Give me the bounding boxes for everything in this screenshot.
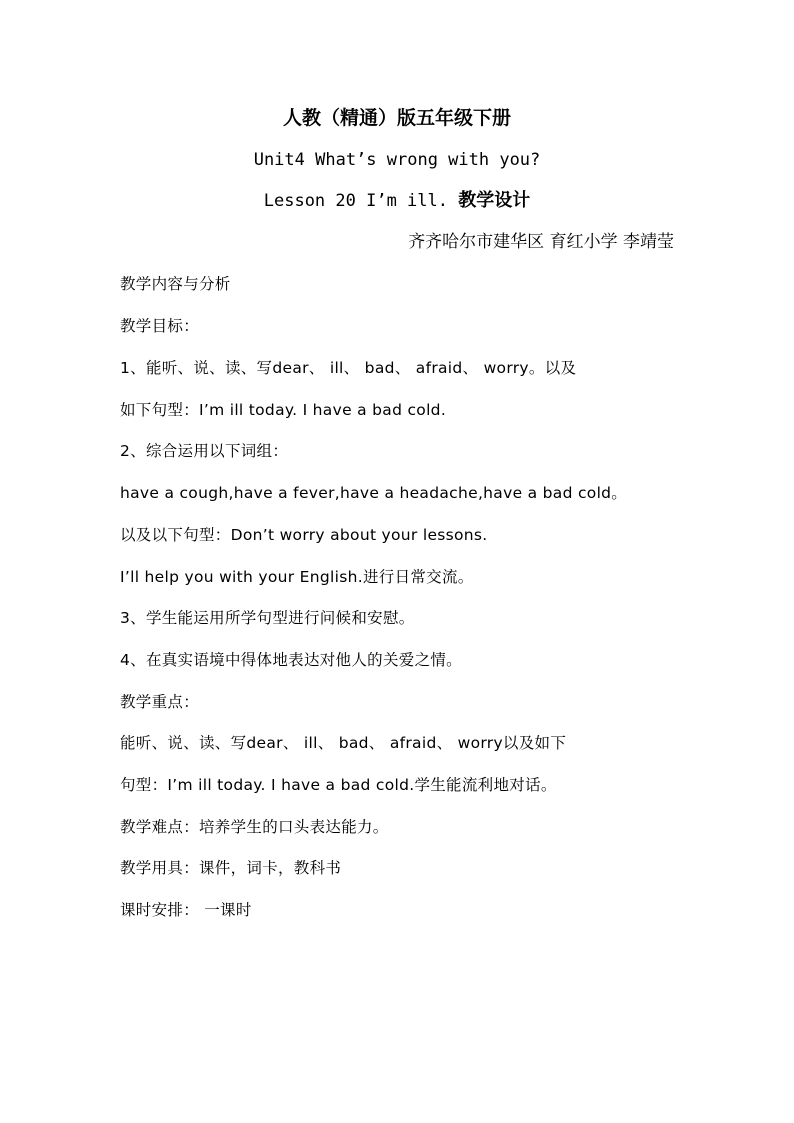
unit-heading: Unit4 What’s wrong with you?: [253, 150, 541, 170]
author-line: 齐齐哈尔市建华区 育红小学 李靖莹: [408, 232, 674, 252]
section-teaching-aids: 教学用具：课件，词卡，教科书: [120, 859, 342, 877]
objective-1: 1、能听、说、读、写dear、 ill、 bad、 afraid、 worry。以及: [120, 359, 577, 377]
objective-3: 3、学生能运用所学句型进行问候和安慰。: [120, 609, 415, 627]
lesson-title: Lesson 20 I’m ill.: [263, 191, 448, 211]
objective-2-continued: I’ll help you with your English.进行日常交流。: [120, 568, 474, 586]
objective-2: 2、综合运用以下词组：: [120, 442, 289, 460]
section-content-analysis: 教学内容与分析: [120, 275, 231, 293]
objective-1-continued: 如下句型：I’m ill today. I have a bad cold.: [120, 401, 447, 419]
section-key-points-heading: 教学重点：: [120, 693, 200, 711]
key-points-line-1: 能听、说、读、写dear、 ill、 bad、 afraid、 worry以及如下: [120, 734, 567, 752]
section-objectives-heading: 教学目标：: [120, 317, 200, 335]
section-schedule: 课时安排： 一课时: [120, 901, 252, 919]
objective-2-sentences: 以及以下句型：Don’t worry about your lessons.: [120, 526, 488, 544]
lesson-heading: [0, 186, 794, 216]
key-points-line-2: 句型：I’m ill today. I have a bad cold.学生能流利地对话。: [120, 776, 557, 794]
document-title: 人教（精通）版五年级下册: [282, 107, 511, 129]
section-difficulties: 教学难点：培养学生的口头表达能力。: [120, 818, 389, 836]
objective-2-phrases: have a cough,have a fever,have a headache,have a bad cold。: [120, 484, 628, 502]
objective-4: 4、在真实语境中得体地表达对他人的关爱之情。: [120, 651, 462, 669]
lesson-suffix: 教学设计: [458, 190, 531, 211]
